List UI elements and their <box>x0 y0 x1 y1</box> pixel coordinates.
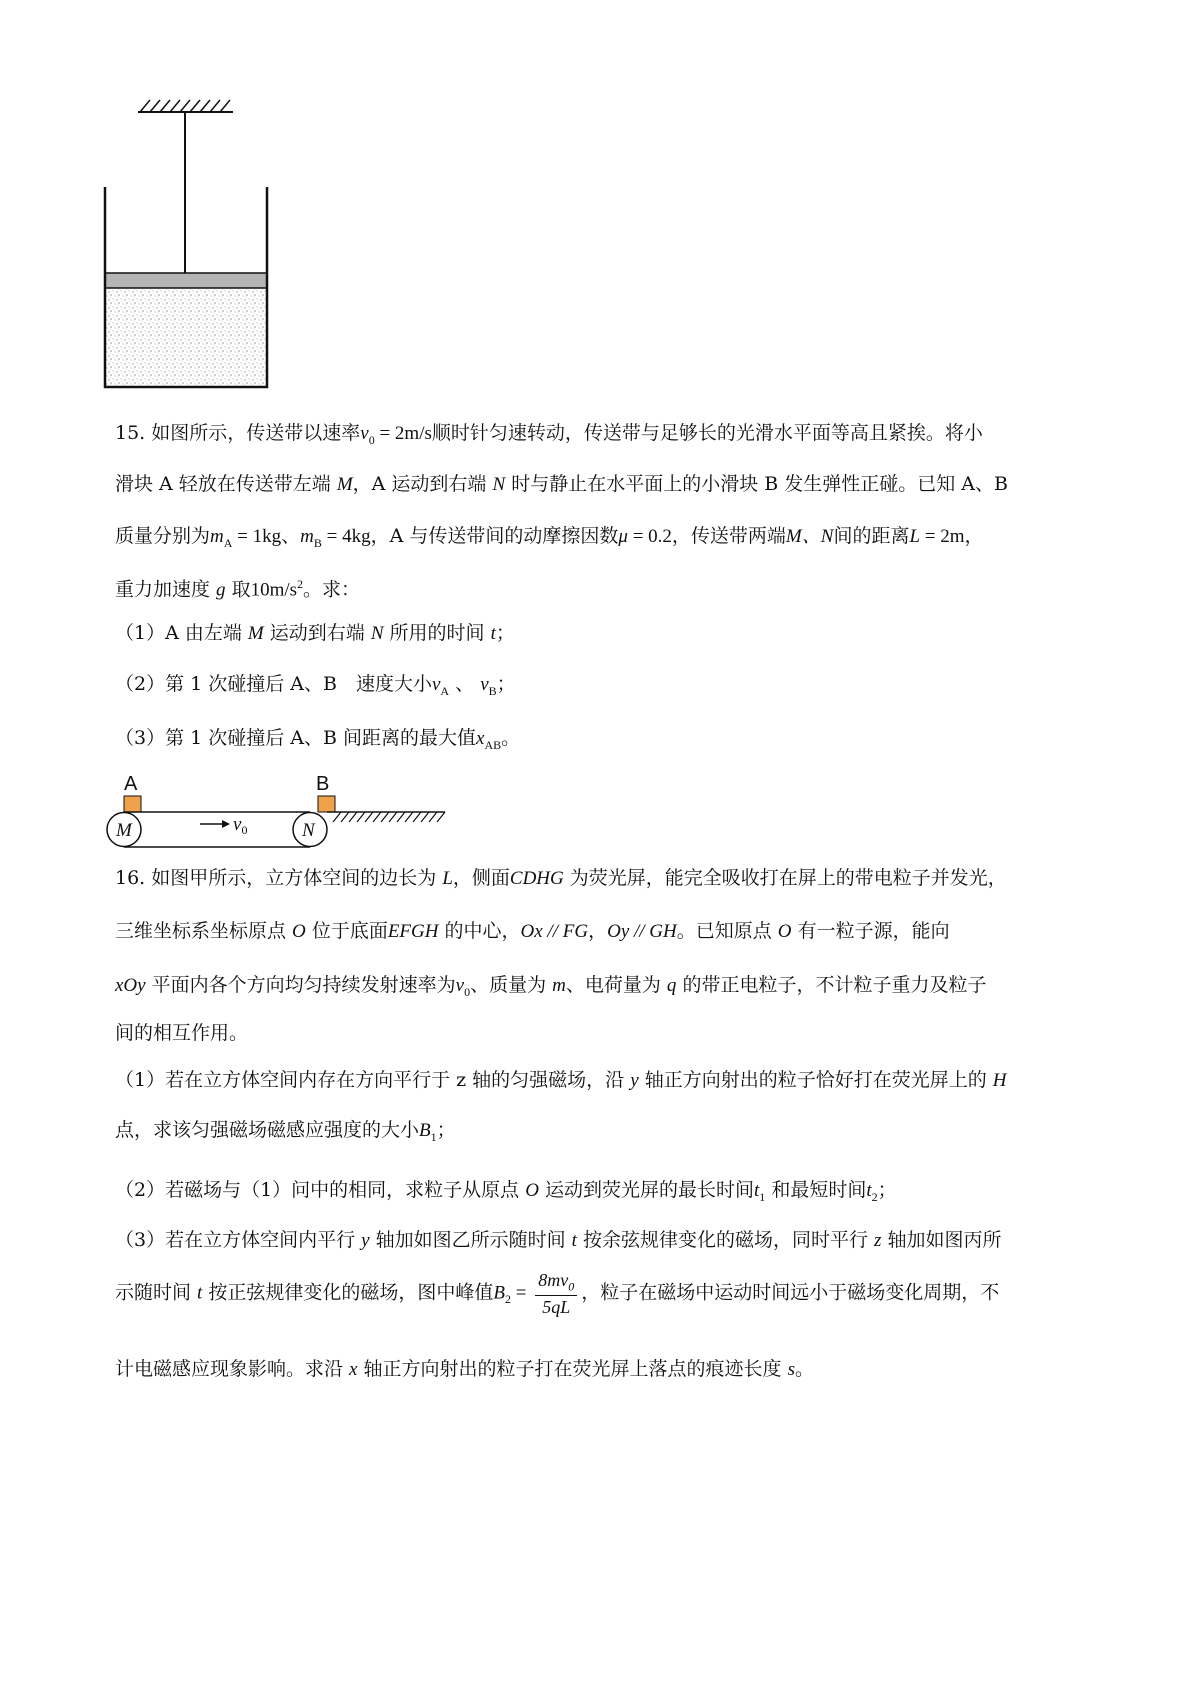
gas-region <box>105 288 267 386</box>
q16-line-1: 16. 如图甲所示，立方体空间的边长为 L，侧面CDHG 为荧光屏，能完全吸收打在屏上的带电粒子并发光， <box>115 867 1007 889</box>
q15-line-4: 重力加速度 g 取$10m/s^2$。求： <box>115 577 361 601</box>
velocity-arrow-head <box>222 820 230 828</box>
label-velocity: $v_0$ <box>233 814 248 837</box>
ceiling-hatch <box>138 100 233 112</box>
q16-sub-3-cont: 示随时间 t 按正弦规律变化的磁场，图中峰值$B_2$ = $\frac{8mv_0}{5qL}$ ，粒子在磁场中运动时间远小于磁场变化周期，不 <box>115 1270 1000 1317</box>
q16-sub-3-end: 计电磁感应现象影响。求沿 x 轴正方向射出的粒子打在荧光屏上落点的痕迹长度 s。 <box>115 1358 814 1380</box>
q16-sub-3: （3）若在立方体空间内平行 y 轴加如图乙所示随时间 t 按余弦规律变化的磁场，同时平行 z 轴加如图丙所 <box>115 1229 1002 1251</box>
block-b <box>318 796 335 812</box>
label-pulley-n: N <box>302 820 315 841</box>
q16-line-3: xOy 平面内各个方向均匀持续发射速率为$v_0$、质量为 m、电荷量为 q 的带正电粒子，不计粒子重力及粒子 <box>115 974 987 999</box>
q15-line-3: 质量分别为$m_A = 1kg$、$m_B = 4kg$，A 与传送带间的动摩擦因数μ = 0.2，传送带两端M、N间的距离L = 2m， <box>115 525 984 550</box>
q16-line-4: 间的相互作用。 <box>115 1022 249 1044</box>
label-pulley-m: M <box>116 820 132 841</box>
q16-line-2: 三维坐标系坐标原点 O 位于底面EFGH 的中心，Ox // FG，Oy // GH。已知原点 O 有一粒子源，能向 <box>115 920 950 942</box>
q15-line-1: 15. 如图所示，传送带以速率$v_0 = 2m/s$顺时针匀速转动，传送带与足够长的光滑水平面等高且紧挨。将小 <box>115 422 983 447</box>
q15-sub-3: （3）第 1 次碰撞后 A、B 间距离的最大值$x_{AB}$。 <box>115 727 521 752</box>
label-block-a: A <box>124 773 138 795</box>
q15-number: 15. <box>115 422 146 444</box>
q15-line-2: 滑块 A 轻放在传送带左端 M，A 运动到右端 N 时与静止在水平面上的小滑块 B 发生弹性正碰。已知 A、B <box>115 473 1008 495</box>
ground-hatch <box>333 812 445 822</box>
q16-sub-1-cont: 点，求该匀强磁场磁感应强度的大小$B_1$； <box>115 1119 456 1144</box>
piston <box>105 273 267 288</box>
b2-fraction: $\frac{8mv_0}{5qL}$ <box>535 1271 577 1316</box>
conveyor-belt-figure <box>100 770 480 850</box>
q15-sub-1: （1）A 由左端 M 运动到右端 N 所用的时间 t； <box>115 622 515 644</box>
q16-sub-2: （2）若磁场与（1）问中的相同，求粒子从原点 O 运动到荧光屏的最长时间$t_1$ 和最短时间$t_2$； <box>115 1179 897 1204</box>
q15-sub-2: （2）第 1 次碰撞后 A、B 速度大小$v_A$ 、 $v_B$； <box>115 673 516 698</box>
label-block-b: B <box>316 773 330 795</box>
cylinder-piston-figure <box>100 90 300 400</box>
q16-sub-1: （1）若在立方体空间内存在方向平行于 z 轴的匀强磁场，沿 y 轴正方向射出的粒子恰好打在荧光屏上的 H <box>115 1069 1007 1091</box>
block-a <box>124 796 141 812</box>
q16-number: 16. <box>115 867 146 889</box>
